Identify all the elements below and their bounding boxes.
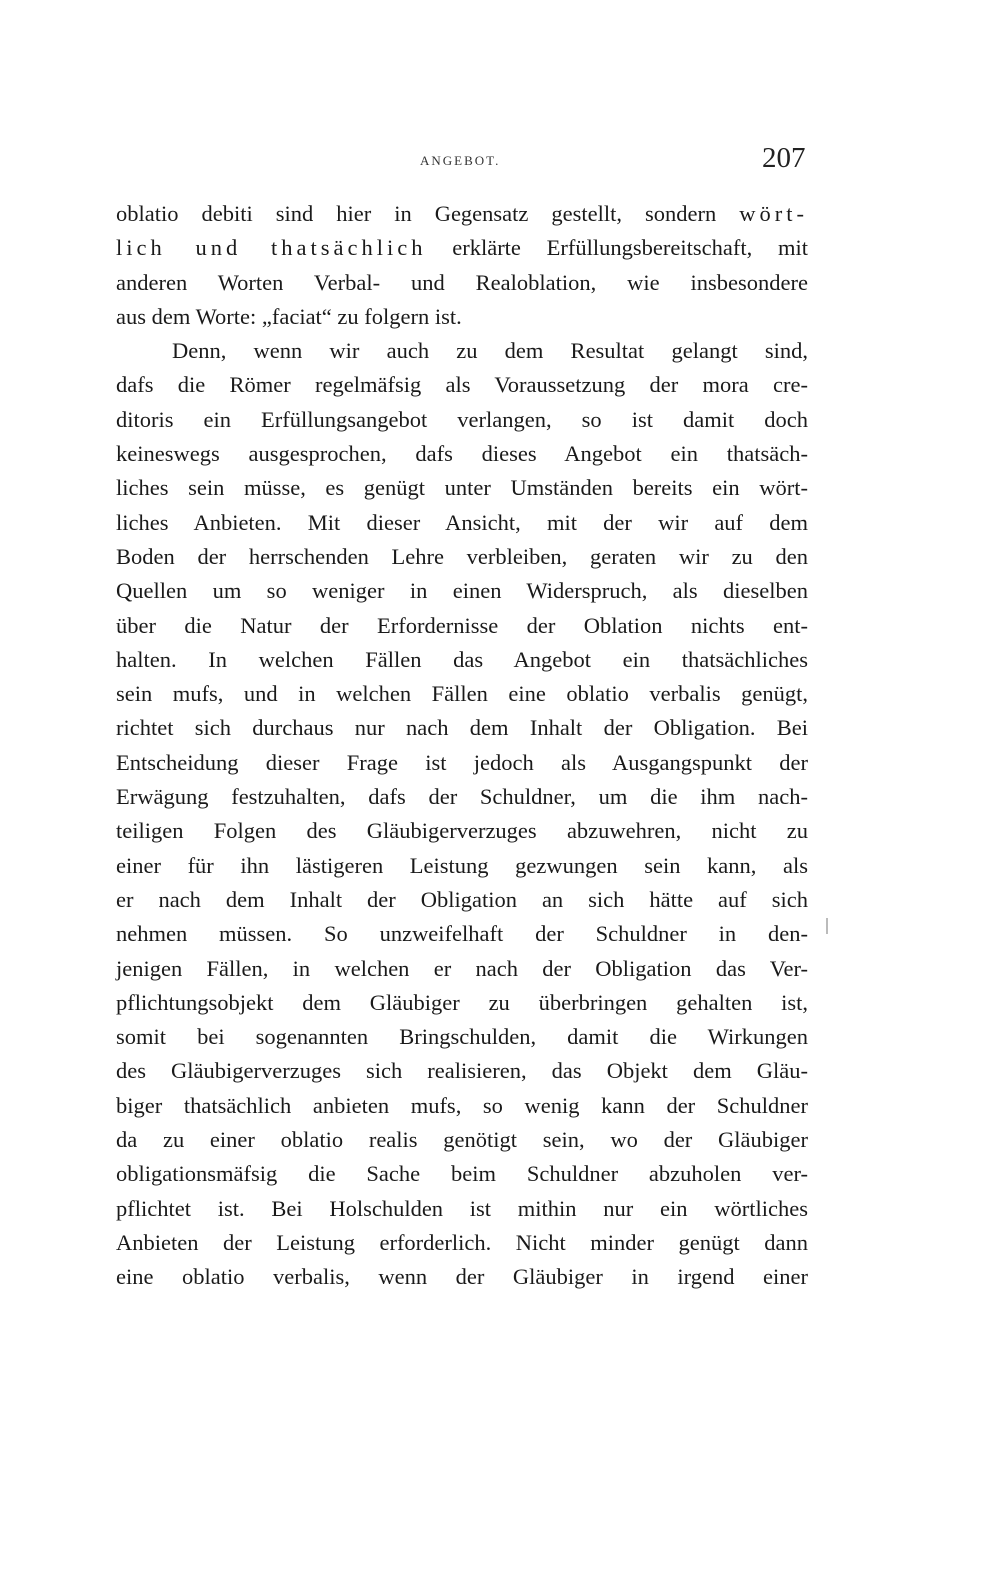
text-line: obligationsmäfsig die Sache beim Schuldner abzuholen ver- <box>116 1161 808 1187</box>
text-line: halten. In welchen Fällen das Angebot ein thatsächliches <box>116 646 808 672</box>
text-line: liches Anbieten. Mit dieser Ansicht, mit der wir auf dem <box>116 509 808 535</box>
text-line: jenigen Fällen, in welchen er nach der Obligation das Ver- <box>116 955 808 981</box>
text-line: Boden der herrschenden Lehre verbleiben, geraten wir zu den <box>116 543 808 569</box>
text-line: Denn, wenn wir auch zu dem Resultat gelangt sind, <box>172 338 808 364</box>
text-line: er nach dem Inhalt der Obligation an sich hätte auf sich <box>116 886 808 912</box>
text-line <box>116 231 808 265</box>
text-line: Anbieten der Leistung erforderlich. Nicht minder genügt dann <box>116 1229 808 1255</box>
text-line: pflichtet ist. Bei Holschulden ist mithin nur ein wörtliches <box>116 1195 808 1221</box>
text-line: aus dem Worte: „faciat“ zu folgern ist. <box>116 303 462 329</box>
text-segment: oblatio debiti sind hier in Gegensatz gestellt, sondern <box>116 201 740 226</box>
text-line: Quellen um so weniger in einen Widerspruch, als dieselben <box>116 578 808 604</box>
text-line: liches sein müsse, es genügt unter Umständen bereits ein wört- <box>116 475 808 501</box>
text-line: somit bei sogenannten Bringschulden, damit die Wirkungen <box>116 1024 808 1050</box>
running-head: ANGEBOT. <box>420 153 501 168</box>
text-line: da zu einer oblatio realis genötigt sein, wo der Gläubiger <box>116 1127 808 1153</box>
text-line: pflichtungsobjekt dem Gläubiger zu überbringen gehalten ist, <box>116 989 808 1015</box>
text-line: über die Natur der Erfordernisse der Oblation nichts ent- <box>116 612 808 638</box>
text-line: sein mufs, und in welchen Fällen eine oblatio verbalis genügt, <box>116 681 808 707</box>
spaced-emphasis: lich und thatsächlich <box>116 235 427 261</box>
text-line: biger thatsächlich anbieten mufs, so wenig kann der Schuldner <box>116 1092 808 1118</box>
text-line: eine oblatio verbalis, wenn der Gläubiger in irgend einer <box>116 1264 808 1290</box>
text-line <box>116 197 808 231</box>
text-line: Entscheidung dieser Frage ist jedoch als Ausgangspunkt der <box>116 749 808 775</box>
text-line: ditoris ein Erfüllungsangebot verlangen, so ist damit doch <box>116 406 808 432</box>
page-number: 207 <box>762 142 806 174</box>
text-segment: erklärte Erfüllungsbereitschaft, mit <box>426 235 808 261</box>
text-line: keineswegs ausgesprochen, dafs dieses Angebot ein thatsäch- <box>116 441 808 467</box>
margin-mark <box>826 918 828 934</box>
text-line: anderen Worten Verbal- und Realoblation, wie insbesondere <box>116 269 808 295</box>
text-line: dafs die Römer regelmäfsig als Voraussetzung der mora cre- <box>116 372 808 398</box>
spaced-emphasis: wört- <box>739 201 808 226</box>
text-line: einer für ihn lästigeren Leistung gezwungen sein kann, als <box>116 852 808 878</box>
text-line: richtet sich durchaus nur nach dem Inhalt der Obligation. Bei <box>116 715 808 741</box>
text-line: nehmen müssen. So unzweifelhaft der Schuldner in den- <box>116 921 808 947</box>
body-text <box>116 197 808 1295</box>
text-line: Erwägung festzuhalten, dafs der Schuldner, um die ihm nach- <box>116 784 808 810</box>
text-line: teiligen Folgen des Gläubigerverzuges abzuwehren, nicht zu <box>116 818 808 844</box>
text-line: des Gläubigerverzuges sich realisieren, das Objekt dem Gläu- <box>116 1058 808 1084</box>
